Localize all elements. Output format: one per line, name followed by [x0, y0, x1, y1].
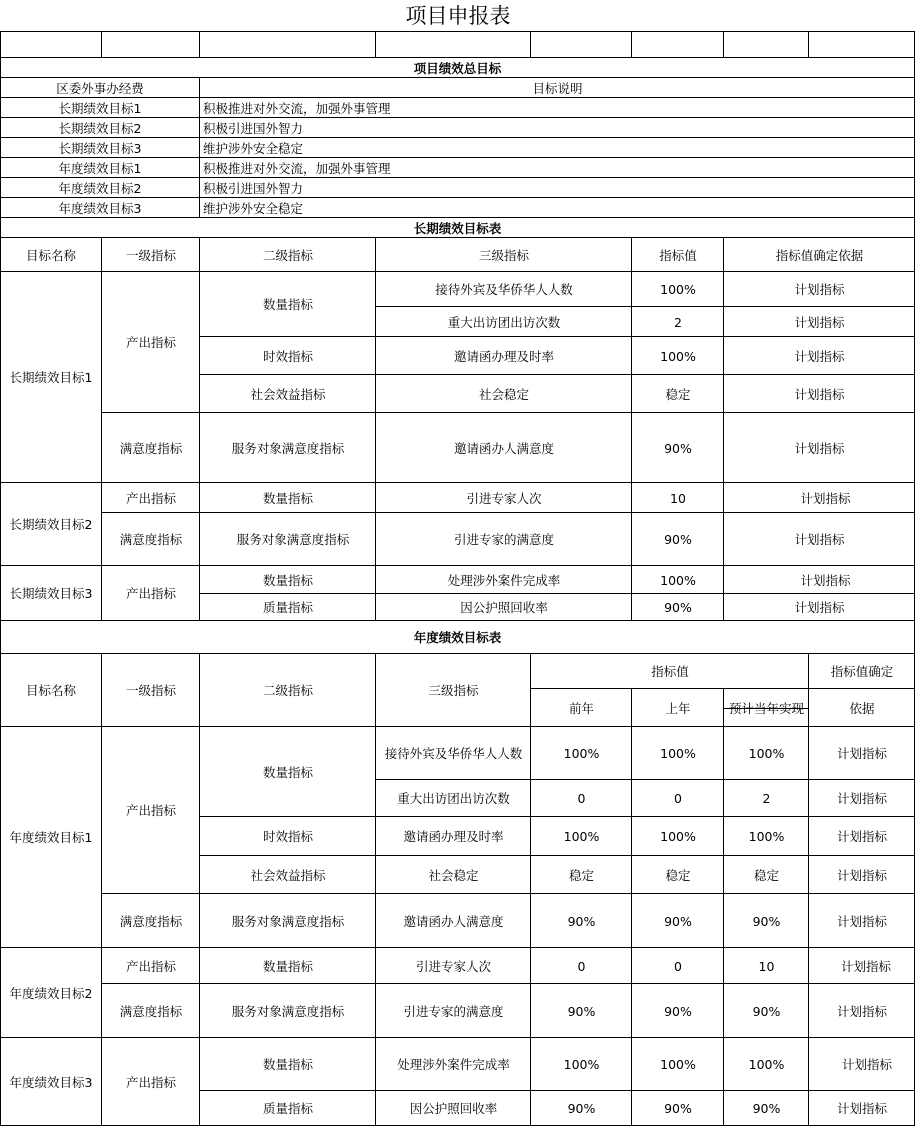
indicator-basis: 计划指标: [841, 1057, 892, 1072]
level1-satisfaction: 满意度指标: [119, 440, 183, 456]
level3-indicator: 引进专家人次: [466, 490, 542, 506]
annual-heading: 年度绩效目标表: [413, 630, 502, 645]
indicator-value: 10: [670, 490, 686, 506]
indicator-value: 100%: [660, 282, 696, 297]
value-expected: 90%: [752, 1003, 781, 1019]
summary-col-dept: 区委外事办经费: [56, 80, 144, 96]
level2-quantity: 数量指标: [262, 1057, 313, 1072]
level3-indicator: 邀请函办理及时率: [403, 829, 504, 844]
goal-name: 年度绩效目标2: [9, 985, 93, 1001]
indicator-value: 90%: [664, 600, 692, 615]
value-prev-year-2: 100%: [563, 1057, 600, 1072]
header-level1: 一级指标: [125, 683, 176, 698]
value-expected: 稳定: [753, 867, 779, 883]
level2-service: 服务对象满意度指标: [231, 913, 345, 929]
goal-name: 年度绩效目标1: [9, 830, 93, 845]
summary-goal-name: 年度绩效目标2: [58, 180, 142, 196]
value-expected: 100%: [748, 746, 785, 761]
indicator-value: 2: [674, 314, 682, 330]
summary-goal-name: 长期绩效目标2: [58, 120, 142, 136]
level3-indicator: 重大出访团出访次数: [397, 791, 510, 806]
level2-service: 服务对象满意度指标: [231, 440, 345, 456]
level2-quality: 质量指标: [262, 1101, 313, 1116]
level2-quantity: 数量指标: [262, 764, 313, 780]
level1-output: 产出指标: [125, 586, 176, 601]
summary-goal-name: 年度绩效目标3: [58, 200, 142, 216]
value-expected: 100%: [748, 829, 785, 844]
value-prev-year-1: 100%: [660, 746, 696, 761]
level2-quantity: 数量指标: [262, 297, 313, 312]
indicator-basis: 计划指标: [794, 282, 845, 297]
indicator-basis: 计划指标: [794, 314, 845, 330]
level3-indicator: 重大出访团出访次数: [447, 314, 561, 330]
goal-name: 长期绩效目标2: [9, 517, 93, 532]
level2-quantity: 数量指标: [262, 958, 313, 974]
summary-goal-name: 长期绩效目标1: [58, 100, 142, 116]
header-goal-name: 目标名称: [25, 247, 76, 263]
indicator-value: 100%: [660, 348, 696, 364]
value-prev-year-2: 100%: [563, 829, 600, 844]
indicator-basis: 计划指标: [836, 829, 887, 844]
indicator-basis: 计划指标: [840, 958, 891, 974]
header-value: 指标值: [651, 664, 689, 679]
summary-goal-name: 年度绩效目标1: [58, 160, 142, 176]
summary-goal-desc: 维护涉外安全稳定: [203, 140, 304, 156]
level2-service: 服务对象满意度指标: [231, 1003, 345, 1019]
indicator-basis: 计划指标: [836, 867, 887, 883]
level1-output: 产出指标: [125, 958, 176, 974]
level3-indicator: 引进专家的满意度: [403, 1003, 504, 1019]
indicator-basis: 计划指标: [794, 532, 845, 547]
indicator-basis: 计划指标: [836, 913, 887, 929]
level1-satisfaction: 满意度指标: [119, 1003, 183, 1019]
header-basis-bottom: 依据: [849, 700, 875, 716]
header-basis: 指标值确定依据: [775, 247, 864, 263]
value-prev-year-1: 100%: [660, 829, 696, 844]
value-prev-year-2: 0: [577, 958, 586, 974]
value-prev-year-2: 100%: [563, 746, 600, 761]
header-prev-year-2: 前年: [568, 700, 594, 716]
header-expected: 预计当年实现: [728, 700, 804, 716]
value-expected: 10: [758, 958, 775, 974]
long-term-heading: 长期绩效目标表: [413, 220, 502, 236]
level2-service: 服务对象满意度指标: [236, 532, 350, 547]
indicator-basis: 计划指标: [836, 746, 887, 761]
level2-quantity: 数量指标: [262, 490, 313, 506]
goal-name: 长期绩效目标1: [9, 370, 93, 385]
summary-goal-desc: 维护涉外安全稳定: [203, 200, 304, 216]
header-goal-name: 目标名称: [25, 683, 76, 698]
header-basis-top: 指标值确定: [830, 664, 894, 679]
level2-timeliness: 时效指标: [262, 348, 313, 364]
indicator-basis: 计划指标: [794, 386, 845, 402]
value-prev-year-2: 90%: [567, 1101, 596, 1116]
header-level2: 二级指标: [262, 683, 313, 698]
header-value: 指标值: [659, 247, 697, 263]
indicator-value: 90%: [664, 532, 692, 547]
value-prev-year-2: 0: [577, 791, 586, 806]
value-expected: 2: [762, 791, 771, 806]
summary-goal-desc: 积极引进国外智力: [203, 180, 304, 196]
indicator-basis: 计划指标: [836, 791, 887, 806]
summary-goal-desc: 积极引进国外智力: [203, 120, 304, 136]
indicator-value: 稳定: [665, 386, 691, 402]
level1-satisfaction: 满意度指标: [119, 532, 183, 547]
value-expected: 90%: [752, 913, 781, 929]
value-prev-year-2: 稳定: [568, 867, 594, 883]
level1-output: 产出指标: [125, 1074, 176, 1090]
indicator-basis: 计划指标: [836, 1003, 887, 1019]
level3-indicator: 社会稳定: [428, 867, 479, 883]
indicator-basis: 计划指标: [800, 572, 851, 588]
level2-timeliness: 时效指标: [262, 829, 313, 844]
summary-goal-name: 长期绩效目标3: [58, 140, 142, 156]
goal-name: 年度绩效目标3: [9, 1074, 93, 1090]
header-level1: 一级指标: [125, 247, 176, 263]
level3-indicator: 邀请函办人满意度: [453, 440, 554, 456]
value-prev-year-1: 90%: [664, 913, 692, 929]
level3-indicator: 社会稳定: [478, 386, 529, 402]
value-prev-year-1: 90%: [664, 1003, 692, 1019]
value-prev-year-1: 90%: [664, 1101, 692, 1116]
header-level3: 三级指标: [478, 247, 529, 263]
value-prev-year-1: 稳定: [665, 867, 691, 883]
value-prev-year-2: 90%: [567, 1003, 596, 1019]
summary-col-desc: 目标说明: [532, 80, 583, 96]
goal-name: 长期绩效目标3: [9, 586, 93, 601]
header-level2: 二级指标: [262, 247, 313, 263]
header-prev-year-1: 上年: [665, 700, 691, 716]
indicator-basis: 计划指标: [794, 440, 845, 456]
indicator-basis: 计划指标: [800, 490, 851, 506]
level3-indicator: 引进专家的满意度: [453, 532, 554, 547]
level2-quality: 质量指标: [262, 600, 313, 615]
level1-output: 产出指标: [125, 335, 176, 350]
level1-satisfaction: 满意度指标: [119, 913, 183, 929]
page-title: 项目申报表: [405, 4, 511, 28]
value-prev-year-1: 100%: [660, 1057, 696, 1072]
summary-goal-desc: 积极推进对外交流，加强外事管理: [203, 100, 391, 116]
value-prev-year-1: 0: [674, 791, 682, 806]
value-expected: 100%: [748, 1057, 785, 1072]
level3-indicator: 接待外宾及华侨华人人数: [384, 746, 523, 761]
level3-indicator: 邀请函办人满意度: [403, 913, 504, 929]
level3-indicator: 处理涉外案件完成率: [447, 572, 561, 588]
level3-indicator: 邀请函办理及时率: [453, 348, 554, 364]
level3-indicator: 因公护照回收率: [409, 1101, 498, 1116]
indicator-value: 100%: [660, 572, 696, 588]
level3-indicator: 因公护照回收率: [460, 600, 548, 615]
value-prev-year-2: 90%: [567, 913, 596, 929]
indicator-basis: 计划指标: [836, 1101, 887, 1116]
level2-quantity: 数量指标: [262, 572, 313, 588]
level2-social: 社会效益指标: [250, 386, 326, 402]
level1-output: 产出指标: [125, 490, 176, 506]
summary-heading: 项目绩效总目标: [413, 60, 502, 76]
value-prev-year-1: 0: [674, 958, 682, 974]
indicator-basis: 计划指标: [794, 348, 845, 364]
level2-social: 社会效益指标: [250, 867, 326, 883]
level3-indicator: 引进专家人次: [415, 958, 491, 974]
level3-indicator: 处理涉外案件完成率: [397, 1057, 510, 1072]
level3-indicator: 接待外宾及华侨华人人数: [435, 282, 573, 297]
value-expected: 90%: [752, 1101, 781, 1116]
indicator-basis: 计划指标: [794, 600, 845, 615]
header-level3: 三级指标: [428, 683, 479, 698]
level1-output: 产出指标: [125, 803, 176, 818]
summary-goal-desc: 积极推进对外交流，加强外事管理: [203, 160, 391, 176]
indicator-value: 90%: [664, 440, 692, 456]
